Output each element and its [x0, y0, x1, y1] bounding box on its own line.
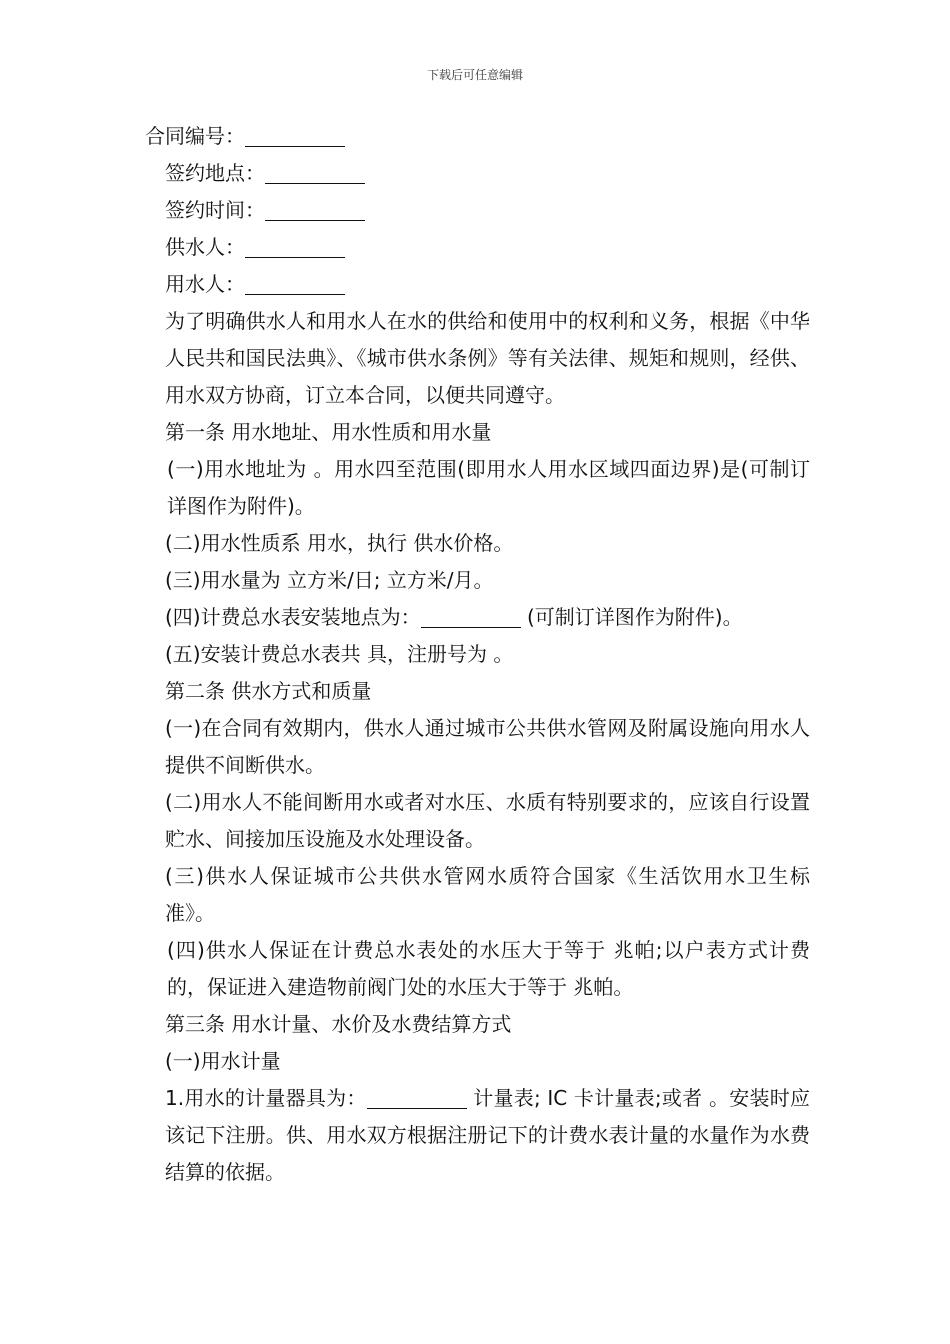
article-2-item-1: (一)在合同有效期内，供水人通过城市公共供水管网及附属设施向用水人提供不间断供水。: [165, 716, 810, 777]
article-3-item-1-suffix: 计量表; IC 卡计量表;或者 。安装时应该记下注册。供、用水双方根据注册记下的计费水表计量的水量作为水费结算的依据。: [165, 1086, 810, 1184]
contract-number-line: [145, 118, 810, 155]
supplier-label: 供水人：: [165, 235, 245, 259]
article-1-item-1: (一)用水地址为 。用水四至范围(即用水人用水区域四面边界)是(可制订详图作为附件)。: [167, 457, 810, 518]
article-1-item-4-suffix: (可制订详图作为附件)。: [520, 605, 743, 629]
sign-time-line: [145, 192, 810, 229]
contract-number-blank: [245, 120, 345, 147]
supplier-blank: [245, 231, 345, 258]
article-2-item-2: (二)用水人不能间断用水或者对水压、水质有特别要求的，应该自行设置贮水、间接加压设施及水处理设备。: [165, 790, 810, 851]
user-label: 用水人：: [165, 272, 245, 296]
article-1-item-4: [145, 599, 810, 636]
supplier-line: [145, 229, 810, 266]
article-3-sub-1: (一)用水计量: [165, 1049, 281, 1073]
sign-place-label: 签约地点：: [165, 161, 265, 185]
article-1-item-4-text: (四)计费总水表安装地点为：: [165, 605, 421, 629]
contract-number-label: 合同编号：: [145, 124, 245, 148]
sign-time-blank: [265, 194, 365, 221]
sign-time-label: 签约时间：: [165, 198, 265, 222]
article-2-item-3: (三)供水人保证城市公共供水管网水质符合国家《生活饮用水卫生标准》。: [165, 864, 810, 925]
article-1-item-3: (三)用水量为 立方米/日; 立方米/月。: [165, 568, 494, 592]
intro-paragraph: 为了明确供水人和用水人在水的供给和使用中的权利和义务，根据《中华人民共和国民法典》、《城市供水条例》等有关法律、规矩和规则，经供、用水双方协商，订立本合同，以便共同遵守。: [165, 309, 810, 407]
article-1-item-2: (二)用水性质系 用水，执行 供水价格。: [165, 531, 514, 555]
user-line: [145, 266, 810, 303]
page-header: 下载后可任意编辑: [426, 68, 523, 82]
article-2-item-4: (四)供水人保证在计费总水表处的水压大于等于 兆帕;以户表方式计费的，保证进入建造物前阀门处的水压大于等于 兆帕。: [167, 938, 810, 999]
article-1-title: 第一条 用水地址、用水性质和用水量: [165, 420, 492, 444]
article-3-title: 第三条 用水计量、水价及水费结算方式: [165, 1012, 512, 1036]
document-body: [145, 118, 810, 1191]
sign-place-blank: [265, 157, 365, 184]
meter-type-blank: [367, 1082, 467, 1109]
sign-place-line: [145, 155, 810, 192]
article-3-item-1-text: 1.用水的计量器具为：: [165, 1086, 367, 1110]
user-blank: [245, 268, 345, 295]
article-2-title: 第二条 供水方式和质量: [165, 679, 372, 703]
article-1-item-5: (五)安装计费总水表共 具，注册号为 。: [165, 642, 514, 666]
article-3-item-1: [145, 1080, 810, 1191]
meter-location-blank: [421, 601, 521, 628]
